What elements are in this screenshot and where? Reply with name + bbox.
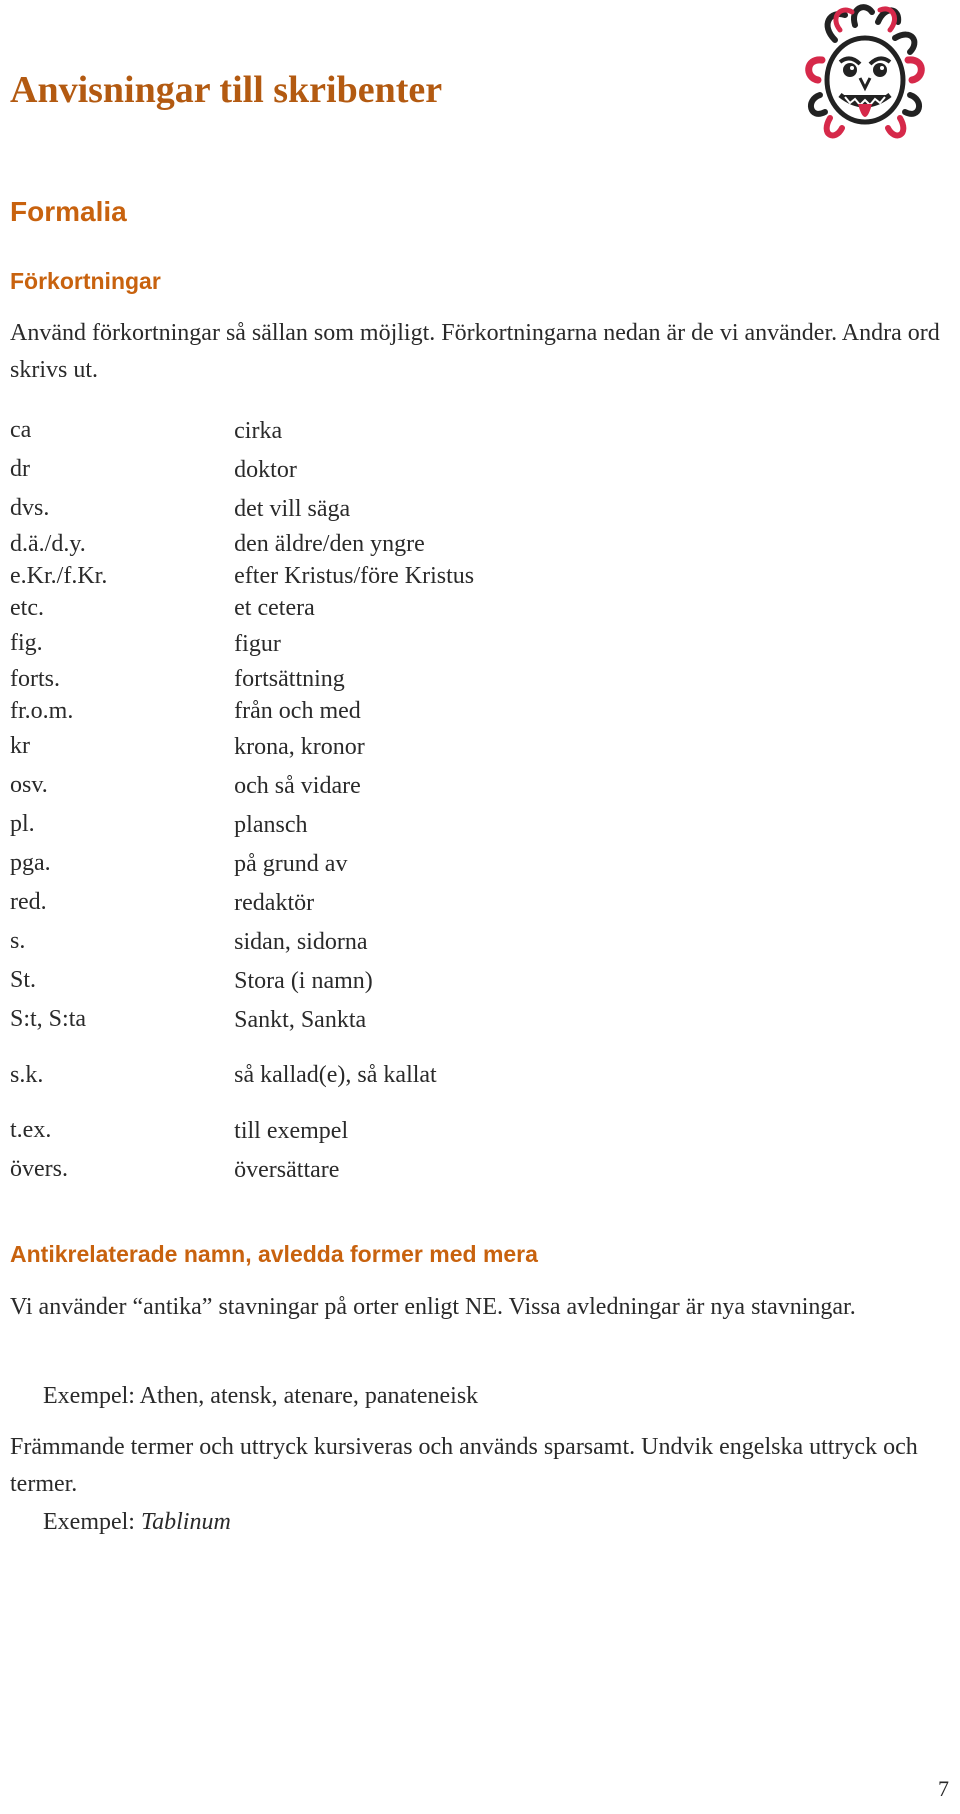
abbreviation: red.	[10, 889, 47, 915]
foreign-terms-paragraph: Främmande termer och uttryck kursiveras och används sparsamt. Undvik engelska uttryck och termer.	[10, 1434, 918, 1497]
table-row	[10, 1000, 510, 1039]
page-title: Anvisningar till skribenter	[10, 69, 443, 111]
table-row	[10, 766, 510, 805]
abbreviation: forts.	[10, 665, 60, 692]
abbreviation: t.ex.	[10, 1117, 52, 1143]
table-row	[10, 411, 510, 450]
abbreviation-meaning: efter Kristus/före Kristus	[234, 563, 475, 589]
table-row	[10, 695, 510, 727]
table-row	[10, 489, 510, 528]
table-row	[10, 592, 510, 624]
abbreviation: s.k.	[10, 1061, 44, 1088]
abbreviation-meaning: så kallad(e), så kallat	[234, 1062, 437, 1088]
table-row	[10, 727, 510, 766]
example-term: Tablinum	[140, 1509, 231, 1535]
abbreviation: pga.	[10, 850, 51, 876]
abbreviation-meaning: Sankt, Sankta	[234, 1006, 367, 1033]
table-row	[10, 1111, 510, 1150]
abbreviation: fig.	[10, 630, 43, 656]
table-row	[10, 450, 510, 489]
page-number: 7	[938, 1776, 949, 1801]
abbreviation: e.Kr./f.Kr.	[10, 562, 108, 589]
abbreviation: dvs.	[10, 495, 50, 521]
abbreviations-intro: Använd förkortningar så sällan som möjligt. Förkortningarna nedan är de vi använder. Andra ord skrivs ut.	[10, 320, 940, 383]
table-row	[10, 560, 510, 592]
abbreviation: ca	[10, 417, 32, 443]
subheading-abbreviations: Förkortningar	[10, 268, 161, 294]
antique-intro: Vi använder “antika” stavningar på orter enligt NE. Vissa avledningar är nya stavningar.	[10, 1294, 856, 1320]
table-row	[10, 883, 510, 922]
abbreviation-meaning: översättare	[234, 1156, 340, 1183]
abbreviation-meaning: cirka	[234, 417, 283, 444]
abbreviation: pl.	[10, 811, 35, 837]
abbreviation: s.	[10, 928, 26, 954]
abbreviation-meaning: till exempel	[234, 1117, 349, 1144]
abbreviation-meaning: den äldre/den yngre	[234, 531, 425, 557]
abbreviation-meaning: figur	[234, 630, 281, 657]
table-row	[10, 805, 510, 844]
foreign-terms-example	[43, 1509, 231, 1536]
abbreviation: d.ä./d.y.	[10, 530, 86, 557]
example-label: Exempel:	[43, 1509, 141, 1535]
antique-example: Exempel: Athen, atensk, atenare, panateneisk	[43, 1383, 479, 1409]
abbreviation: osv.	[10, 772, 48, 798]
subheading-antique-names: Antikrelaterade namn, avledda former med mera	[10, 1241, 538, 1267]
abbreviation-meaning: et cetera	[234, 595, 315, 621]
medusa-logo-icon	[800, 0, 930, 150]
abbreviation-meaning: det vill säga	[234, 495, 351, 522]
abbreviation-meaning: redaktör	[234, 889, 315, 916]
abbreviation: dr	[10, 456, 30, 482]
table-row	[10, 922, 510, 961]
table-row	[10, 624, 510, 663]
abbreviation: övers.	[10, 1156, 68, 1182]
abbreviation-meaning: Stora (i namn)	[234, 967, 373, 994]
table-row	[10, 844, 510, 883]
abbreviation: kr	[10, 733, 30, 759]
table-row	[10, 1039, 510, 1111]
abbreviation-meaning: och så vidare	[234, 772, 361, 799]
table-row	[10, 528, 510, 560]
abbreviation: fr.o.m.	[10, 697, 74, 724]
abbreviation: S:t, S:ta	[10, 1006, 87, 1032]
table-row	[10, 961, 510, 1000]
abbreviation-meaning: sidan, sidorna	[234, 928, 368, 955]
abbreviation-meaning: fortsättning	[234, 666, 345, 692]
abbreviation-meaning: doktor	[234, 456, 297, 483]
abbreviation-meaning: krona, kronor	[234, 733, 365, 760]
abbreviation: etc.	[10, 594, 44, 621]
abbreviation-table	[10, 411, 510, 1189]
abbreviation-meaning: från och med	[234, 698, 361, 724]
abbreviation-meaning: på grund av	[234, 850, 348, 877]
table-row	[10, 663, 510, 695]
abbreviation-meaning: plansch	[234, 811, 308, 838]
table-row	[10, 1150, 510, 1189]
section-heading-formalia: Formalia	[10, 196, 127, 227]
abbreviation: St.	[10, 967, 37, 993]
